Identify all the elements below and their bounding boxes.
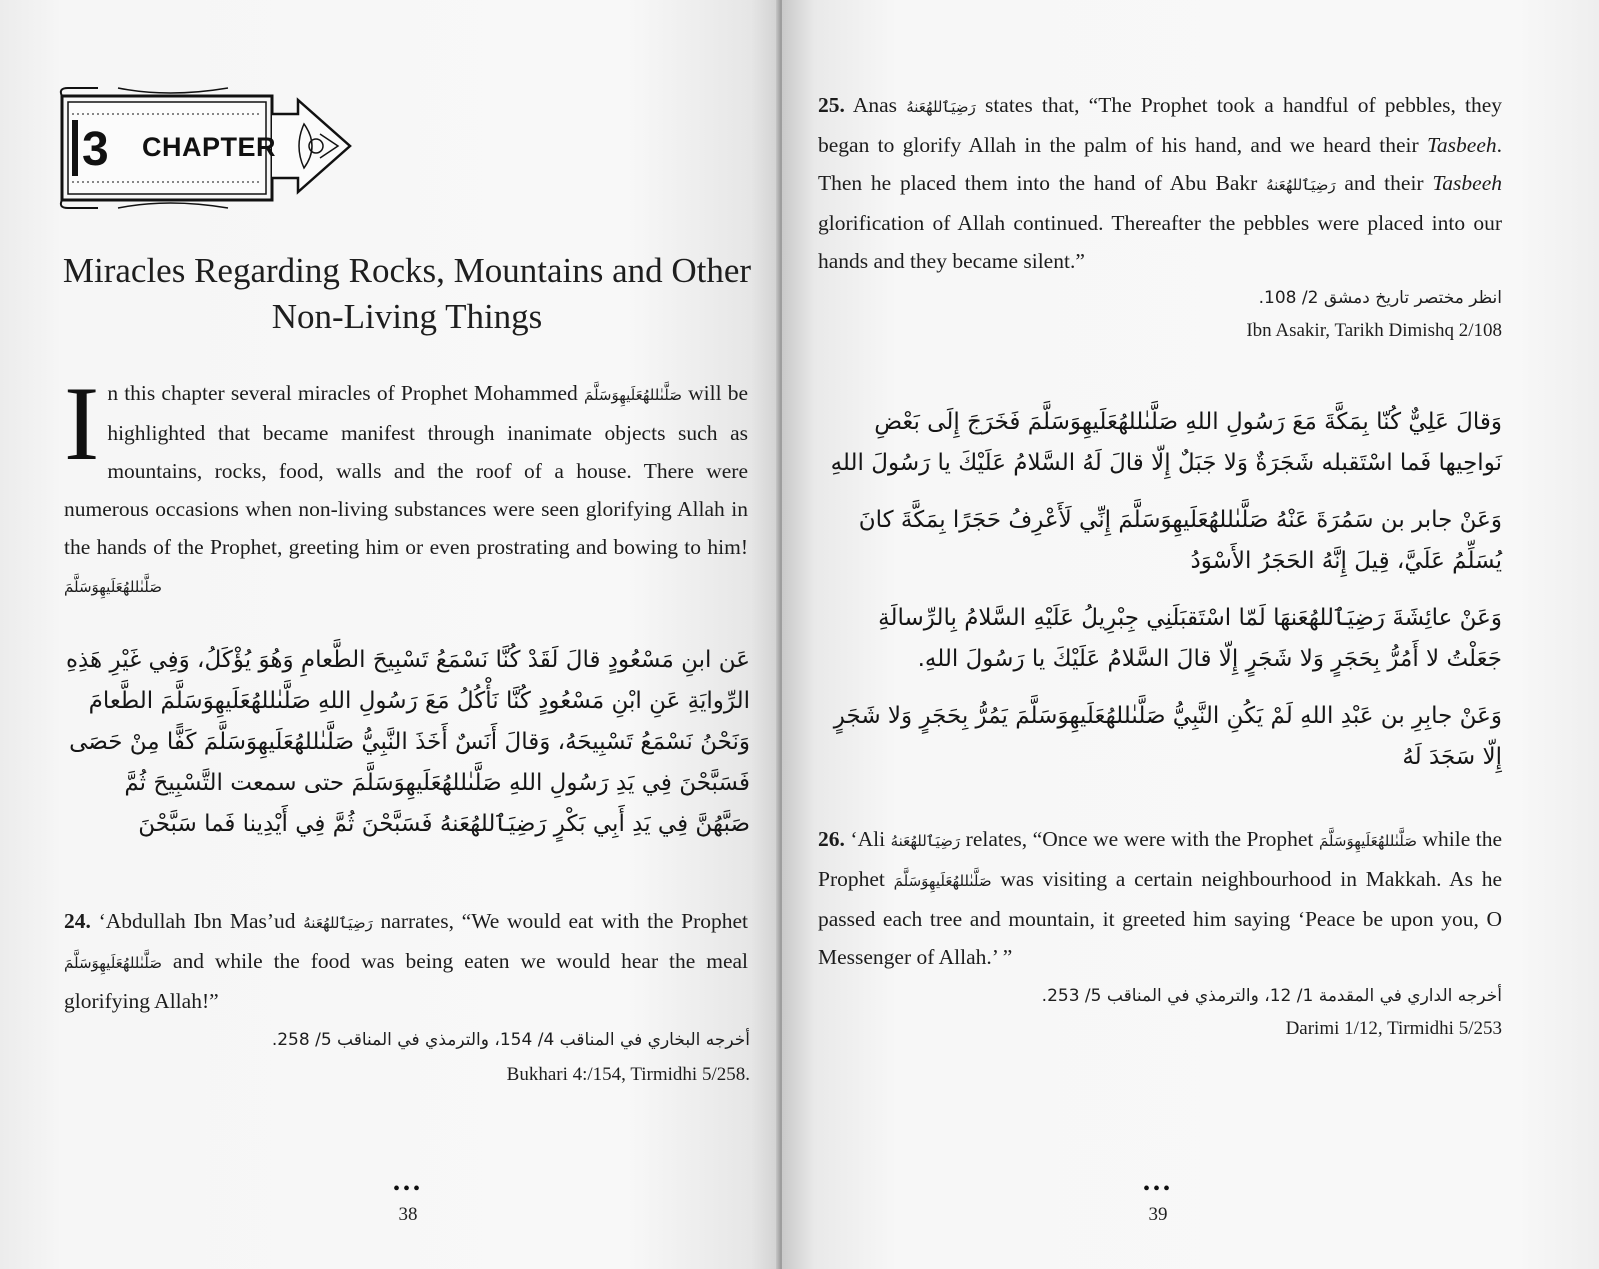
- hadith-text: relates, “Once we were with the Prophet: [965, 827, 1314, 851]
- hadith-number: 26.: [818, 827, 845, 851]
- hadith-text: and while the food was being eaten we would hear the meal glorifying Allah!”: [64, 949, 749, 1013]
- arabic-hadith-block: عَن ابنِ مَسْعُودٍ قالَ لَقَدْ كُنَّا نَسْمَعُ تَسْبِيحَ الطَّعامِ وَهُوَ يُؤْكَلُ، وَفِي غَيْرِ هَذِهِ الرِّوايَةِ عَنِ ابْنِ مَسْعُودٍ كُنَّا نَأْكُلُ مَعَ رَسُولِ اللهِ صَلَّىٰللهُعَلَيهِوَسَلَّمَ الطَّعامَ وَنَحْنُ نَسْمَعُ تَسْبِيحَهُ، وَقالَ أَنَسٌ أَخَذَ النَّبِيُّ صَلَّىٰللهُعَلَيهِوَسَلَّمَ كَفًّا مِنْ حَصَى فَسَبَّحْنَ فِي يَدِ رَسُولِ اللهِ صَلَّىٰللهُعَلَيهِوَسَلَّمَ حتى سمعت التَّسْبِيحَ ثُمَّ صَبَّهُنَّ فِي يَدِ أَبِي بَكْرٍ رَضِيَٱللهُعَنهُ فَسَبَّحْنَ ثُمَّ فِي أَيْدِينا فَما سَبَّحْنَ: [65, 647, 750, 837]
- hadith-number: 24.: [64, 909, 91, 933]
- hadith-text: narrates, “We would eat with the Prophet: [380, 909, 749, 933]
- reference-english: Bukhari 4:/154, Tirmidhi 5/258.: [506, 1064, 750, 1085]
- reference-arabic: أخرجه الداري في المقدمة 1/ 12، والترمذي في المناقب 5/ 253.: [1041, 986, 1502, 1006]
- chapter-banner: [58, 84, 358, 212]
- intro-paragraph: [64, 365, 748, 606]
- left-page: [0, 0, 782, 1269]
- honorific-text: رَضِيَٱللهُعَنهُ: [890, 832, 961, 850]
- chapter-title: Miracles Regarding Rocks, Mountains and Other Non-Living Things: [62, 251, 752, 336]
- hadith-text: glorification of Allah continued. Thereafter the pebbles were placed into our hands and they became silent.”: [818, 211, 1502, 273]
- chapter-label: CHAPTER: [142, 132, 277, 162]
- honorific-text: صَلَّىٰللهُعَلَيهِوَسَلَّمَ: [583, 386, 682, 404]
- arabic-block-aisha: وَعَنْ عائِشَةَ رَضِيَٱللهُعَنهَا لَمّا اسْتَقبَلَنِي جِبْرِيلُ عَلَيْهِ السَّلامُ بِالرِّسالَةِ جَعَلْتُ لا أَمُرُّ بِحَجَرٍ وَلا شَجَرٍ إِلّا قالَ السَّلامُ عَلَيْكَ يا رَسُولَ اللهِ.: [878, 605, 1502, 672]
- hadith-number: 25.: [818, 93, 845, 117]
- honorific-text: رَضِيَٱللهُعَنهُ: [303, 914, 373, 932]
- honorific-text: صَلَّىٰللهُعَلَيهِوَسَلَّمَ: [64, 954, 162, 972]
- intro-text-1: n this chapter several miracles of Prophet Mohammed: [107, 381, 578, 405]
- page-ornament: •••: [392, 1178, 423, 1200]
- honorific-text: صَلَّىٰللهُعَلَيهِوَسَلَّمَ: [64, 578, 162, 596]
- arabic-block-jabir-abdullah: وَعَنْ جابِرِ بن عَبْدِ اللهِ لَمْ يَكُنِ النَّبِيُّ صَلَّىٰللهُعَلَيهِوَسَلَّمَ يَمُرُّ بِحَجَرٍ وَلا شَجَرٍ إِلّا سَجَدَ لَهُ: [833, 703, 1502, 770]
- hadith-26: [818, 820, 1502, 976]
- arabic-block-ali: وَقالَ عَلِيٌّ كُنّا بِمَكَّةَ مَعَ رَسُولِ اللهِ صَلَّىٰللهُعَلَيهِوَسَلَّمَ فَخَرَجَ إِلَى بَعْضِ نَواحِيها فَما اسْتَقبله شَجَرَةٌ وَلا جَبَلٌ إِلّا قالَ لَهُ السَّلامُ عَلَيْكَ يا رَسُولَ اللهِ: [830, 409, 1502, 476]
- hadith-text: was visiting a certain neighbourhood in Makkah. As he passed each tree and mountain, it greeted him saying ‘Peace be upon you, O Messenger of Allah.’ ”: [818, 867, 1503, 969]
- page-number: 39: [1148, 1204, 1168, 1225]
- reference-arabic: أخرجه البخاري في المناقب 4/ 154، والترمذي في المناقب 5/ 258.: [271, 1030, 750, 1050]
- chapter-number: 3: [82, 123, 109, 176]
- hadith-24: [64, 902, 748, 1020]
- honorific-text: صَلَّىٰللهُعَلَيهِوَسَلَّمَ: [893, 872, 992, 890]
- italic-term: Tasbeeh: [1426, 133, 1497, 157]
- page-number: 38: [398, 1204, 418, 1225]
- drop-cap: I: [64, 365, 100, 482]
- honorific-text: رَضِيَٱللهُعَنهُ: [1266, 176, 1336, 194]
- reference-arabic: انظر مختصر تاريخ دمشق 2/ 108.: [1258, 288, 1502, 308]
- hadith-25: [818, 86, 1502, 280]
- reference-english: Darimi 1/12, Tirmidhi 5/253: [1285, 1018, 1502, 1039]
- intro-text-2: will be highlighted that became manifest through inanimate objects such as mountains, rocks, food, walls and the roof of a house. There were numerous occasions when non-living substances were seen glorifying Allah in the hands of the Prophet, greeting him or even prostrating and bowing to him!: [64, 381, 748, 559]
- hadith-text: states that, “The Prophet took a handful of pebbles, they began to glorify Allah in the palm of his hand, and we heard their: [818, 93, 1503, 157]
- arabic-block-jabir-samura: وَعَنْ جابر بن سَمُرَةَ عَنْهُ صَلَّىٰللهُعَلَيهِوَسَلَّمَ إِنِّي لَأَعْرِفُ حَجَرًا بِمَكَّةَ كانَ يُسَلِّمُ عَلَيَّ، قِيلَ إِنَّهُ الحَجَرُ الأَسْوَدُ: [858, 507, 1502, 574]
- hadith-text: . Then he placed them into the hand of Abu Bakr: [818, 133, 1502, 195]
- hadith-text: ‘Ali: [850, 827, 886, 851]
- hadith-text: Anas: [852, 93, 898, 117]
- hadith-text: and their: [1344, 171, 1424, 195]
- honorific-text: صَلَّىٰللهُعَلَيهِوَسَلَّمَ: [1318, 832, 1417, 850]
- reference-english: Ibn Asakir, Tarikh Dimishq 2/108: [1246, 320, 1502, 341]
- honorific-text: رَضِيَٱللهُعَنهُ: [906, 98, 976, 116]
- right-page: [782, 0, 1599, 1269]
- italic-term: Tasbeeh: [1432, 171, 1503, 195]
- hadith-text: while the Prophet: [818, 827, 1503, 891]
- hadith-text: ‘Abdullah Ibn Mas’ud: [98, 909, 296, 933]
- page-ornament: •••: [1142, 1178, 1173, 1200]
